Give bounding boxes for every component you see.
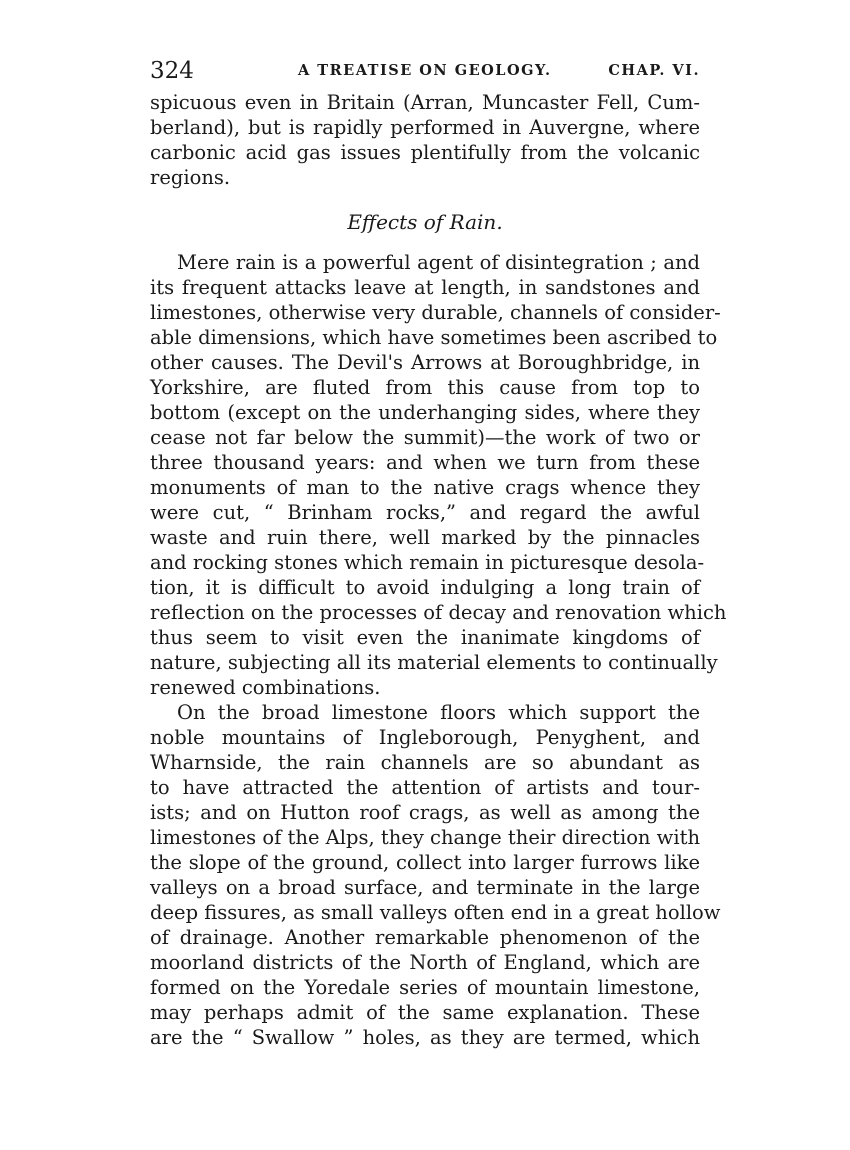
text-line: nature, subjecting all its material elements to continually [150, 651, 718, 674]
body-text [150, 90, 727, 1050]
text-line: Mere rain is a powerful agent of disintegration ; and [177, 251, 700, 274]
text-line: and rocking stones which remain in picturesque desola- [150, 551, 705, 574]
text-line: formed on the Yoredale series of mountain limestone, [150, 976, 700, 999]
section-heading: Effects of Rain. [347, 210, 503, 234]
text-line: berland), but is rapidly performed in Auvergne, where [150, 116, 700, 139]
paragraph-limestone-floors [150, 700, 721, 1050]
text-line: deep fissures, as small valleys often end in a great hollow [150, 901, 721, 924]
text-line: of drainage. Another remarkable phenomenon of the [150, 926, 700, 949]
text-line: tion, it is difficult to avoid indulging a long train of [150, 576, 700, 599]
chapter-label: CHAP. VI. [608, 62, 700, 79]
text-line: noble mountains of Ingleborough, Penyghent, and [150, 726, 700, 749]
book-page [150, 58, 727, 1050]
text-line: limestones, otherwise very durable, channels of consider- [150, 301, 721, 324]
text-line: carbonic acid gas issues plentifully from the volcanic [150, 141, 700, 164]
text-line: waste and ruin there, well marked by the pinnacles [150, 526, 700, 549]
text-line: spicuous even in Britain (Arran, Muncaster Fell, Cum- [150, 91, 700, 114]
text-line: other causes. The Devil's Arrows at Boroughbridge, in [150, 351, 700, 374]
text-line: thus seem to visit even the inanimate kingdoms of [150, 626, 700, 649]
text-line: the slope of the ground, collect into larger furrows like [150, 851, 700, 874]
page-number: 324 [150, 58, 194, 84]
text-line: limestones of the Alps, they change their direction with [150, 826, 701, 849]
text-line: ists; and on Hutton roof crags, as well as among the [150, 801, 700, 824]
text-line: are the “ Swallow ” holes, as they are termed, which [150, 1026, 700, 1049]
text-line: may perhaps admit of the same explanation. These [150, 1001, 700, 1024]
text-line: regions. [150, 166, 231, 189]
text-line: to have attracted the attention of artists and tour- [150, 776, 700, 799]
running-title: A TREATISE ON GEOLOGY. [298, 62, 552, 79]
text-line: monuments of man to the native crags whence they [150, 476, 700, 499]
text-line: cease not far below the summit)—the work of two or [150, 426, 700, 449]
text-line: its frequent attacks leave at length, in sandstones and [150, 276, 700, 299]
text-line: valleys on a broad surface, and terminate in the large [150, 876, 700, 899]
text-line: moorland districts of the North of England, which are [150, 951, 700, 974]
text-line: bottom (except on the underhanging sides, where they [150, 401, 700, 424]
text-line: three thousand years: and when we turn from these [150, 451, 700, 474]
running-head [150, 58, 700, 90]
continuation-paragraph [150, 90, 700, 190]
text-line: Yorkshire, are fluted from this cause from top to [150, 376, 700, 399]
text-line: renewed combinations. [150, 676, 381, 699]
paragraph-effects-of-rain [150, 250, 727, 700]
text-line: reflection on the processes of decay and renovation which [150, 601, 727, 624]
text-line: were cut, “ Brinham rocks,” and regard the awful [150, 501, 700, 524]
text-line: On the broad limestone floors which support the [177, 701, 700, 724]
text-line: Wharnside, the rain channels are so abundant as [150, 751, 700, 774]
text-line: able dimensions, which have sometimes been ascribed to [150, 326, 718, 349]
